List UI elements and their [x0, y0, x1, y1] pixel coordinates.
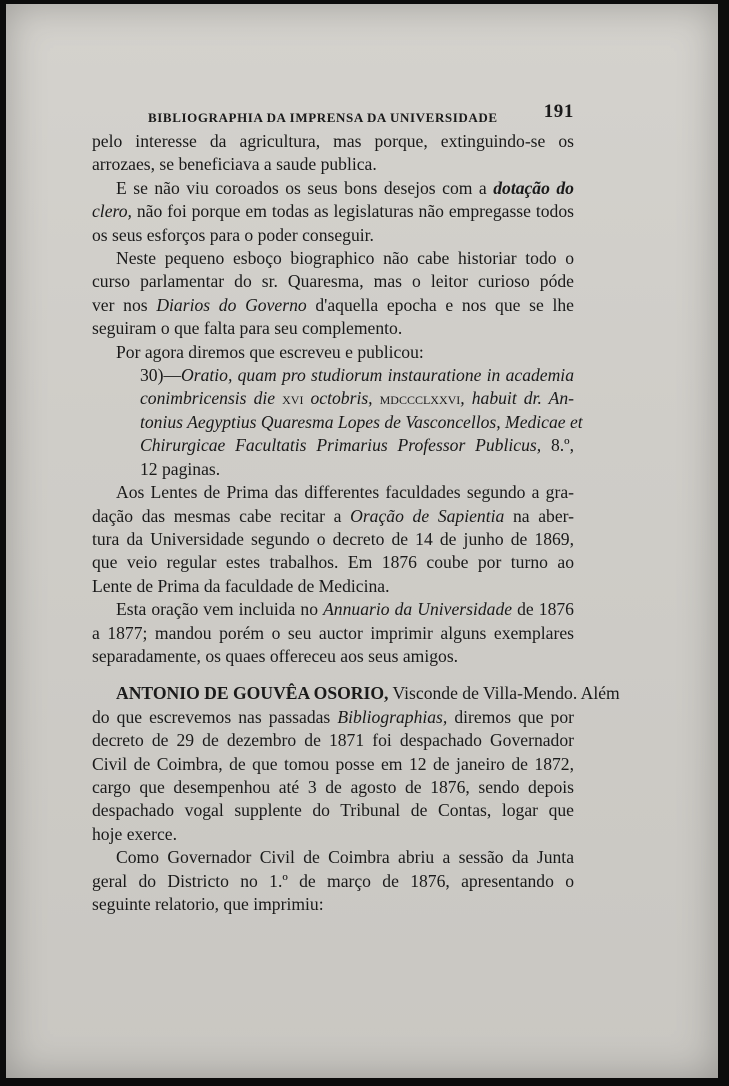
- text-span: não foi porque em todas as legislaturas não empregasse todos: [131, 201, 574, 222]
- text-line: Civil de Coimbra, de que tomou posse em 12 de janeiro de 1872,: [92, 753, 574, 774]
- text-line: seguiram o que falta para seu complemento.: [92, 318, 403, 339]
- text-line: Lente de Prima da faculdade de Medicina.: [92, 575, 390, 596]
- paragraph-8: [92, 846, 574, 916]
- italic-span: Diarios do Governo: [156, 294, 307, 315]
- text-line: [92, 682, 620, 705]
- page-content: [92, 100, 620, 916]
- text-line: a 1877; mandou porém o seu auctor imprimir alguns exemplares: [92, 622, 574, 643]
- text-line: arrozaes, se beneficiava a saude publica.: [92, 154, 377, 175]
- italic-span: conimbricensis die: [140, 388, 283, 409]
- text-line: [92, 200, 574, 223]
- text-line: Por agora diremos que escreveu e publicou:: [116, 341, 424, 362]
- bibliographic-entry: [92, 364, 583, 481]
- italic-span: , habuit dr. An-: [460, 388, 574, 409]
- italic-span: Bibliographias,: [337, 706, 448, 727]
- text-span: Visconde de Villa-Mendo. Além: [388, 683, 620, 704]
- italic-span: tonius Aegyptius Quaresma Lopes de Vasconcellos, Medicae et: [140, 411, 583, 432]
- italic-span: clero,: [92, 201, 132, 222]
- text-line: [92, 294, 574, 317]
- text-line: hoje exerce.: [92, 823, 177, 844]
- entry-line: [92, 411, 583, 434]
- text-span: na aber-: [504, 505, 575, 526]
- page-scan: [6, 4, 718, 1078]
- text-span: diremos que por: [447, 706, 574, 727]
- running-title: BIBLIOGRAPHIA DA IMPRENSA DA UNIVERSIDADE: [148, 110, 498, 125]
- entry-line: [92, 434, 574, 457]
- text-line: decreto de 29 de dezembro de 1871 foi despachado Governador: [92, 730, 574, 751]
- section-gap: [92, 668, 574, 682]
- text-line: separadamente, os quaes offereceu aos seus amigos.: [92, 645, 459, 666]
- text-line: geral do Districto no 1.º de março de 1876, apresentando o: [92, 870, 574, 891]
- paragraph-1: [92, 130, 574, 177]
- small-caps-span: mdccclxxvi: [379, 388, 461, 409]
- text-line: Neste pequeno esboço biographico não cabe historiar todo o: [116, 248, 574, 269]
- text-line: cargo que desempenhou até 3 de agosto de 1876, sendo depois: [92, 776, 574, 797]
- italic-span: Annuario da Universidade: [323, 599, 513, 620]
- text-line: seguinte relatorio, que imprimiu:: [92, 894, 324, 914]
- italic-span: dotação do: [493, 177, 574, 198]
- text-span: E se não viu coroados os seus bons desejos com a: [116, 177, 494, 198]
- text-line: que veio regular estes trabalhos. Em 1876 coube por turno ao: [92, 552, 574, 573]
- italic-span: Oratio, quam pro studiorum instauratione in academia: [181, 365, 574, 386]
- italic-span: octobris,: [303, 388, 380, 409]
- page-number: 191: [543, 101, 574, 122]
- text-line: Aos Lentes de Prima das differentes faculdades segundo a gra-: [116, 482, 574, 503]
- entry-line: [92, 387, 574, 410]
- running-header: [92, 100, 574, 130]
- text-span: do que escrevemos nas passadas: [92, 706, 338, 727]
- entry-line: 12 paginas.: [140, 458, 221, 479]
- text-line: tura da Universidade segundo o decreto de 14 de junho de 1869,: [92, 528, 574, 549]
- text-line: pelo interesse da agricultura, mas porque, extinguindo-se os: [92, 131, 574, 151]
- paragraph-4: [92, 341, 574, 364]
- text-line: curso parlamentar do sr. Quaresma, mas o leitor curioso póde: [92, 271, 574, 292]
- entry-line: [92, 364, 574, 387]
- text-span: 8.º,: [541, 435, 575, 456]
- text-line: [92, 598, 574, 621]
- small-caps-span: xvi: [282, 388, 304, 409]
- text-line: os seus esforços para o poder conseguir.: [92, 224, 374, 245]
- paragraph-7: [92, 682, 620, 846]
- entry-number: 30)—: [140, 365, 182, 386]
- paragraph-5: [92, 481, 574, 598]
- text-line: despachado vogal supplente do Tribunal de Contas, logar que: [92, 800, 574, 821]
- text-span: d'aquella epocha e nos que se lhe: [306, 294, 574, 315]
- italic-span: Chirurgicae Facultatis Primarius Professor Publicus,: [140, 435, 542, 456]
- text-span: ver nos: [92, 294, 157, 315]
- paragraph-2: [92, 177, 574, 247]
- text-line: [92, 706, 574, 729]
- entry-heading: ANTONIO DE GOUVÊA OSORIO,: [116, 683, 389, 704]
- text-span: de 1876: [512, 599, 574, 620]
- text-span: Esta oração vem incluida no: [116, 599, 324, 620]
- text-line: Como Governador Civil de Coimbra abriu a sessão da Junta: [116, 847, 574, 868]
- text-line: [92, 505, 574, 528]
- text-span: dação das mesmas cabe recitar a: [92, 505, 351, 526]
- paragraph-3: [92, 247, 574, 341]
- paragraph-6: [92, 598, 574, 668]
- italic-span: Oração de Sapientia: [350, 505, 505, 526]
- text-line: [92, 177, 574, 200]
